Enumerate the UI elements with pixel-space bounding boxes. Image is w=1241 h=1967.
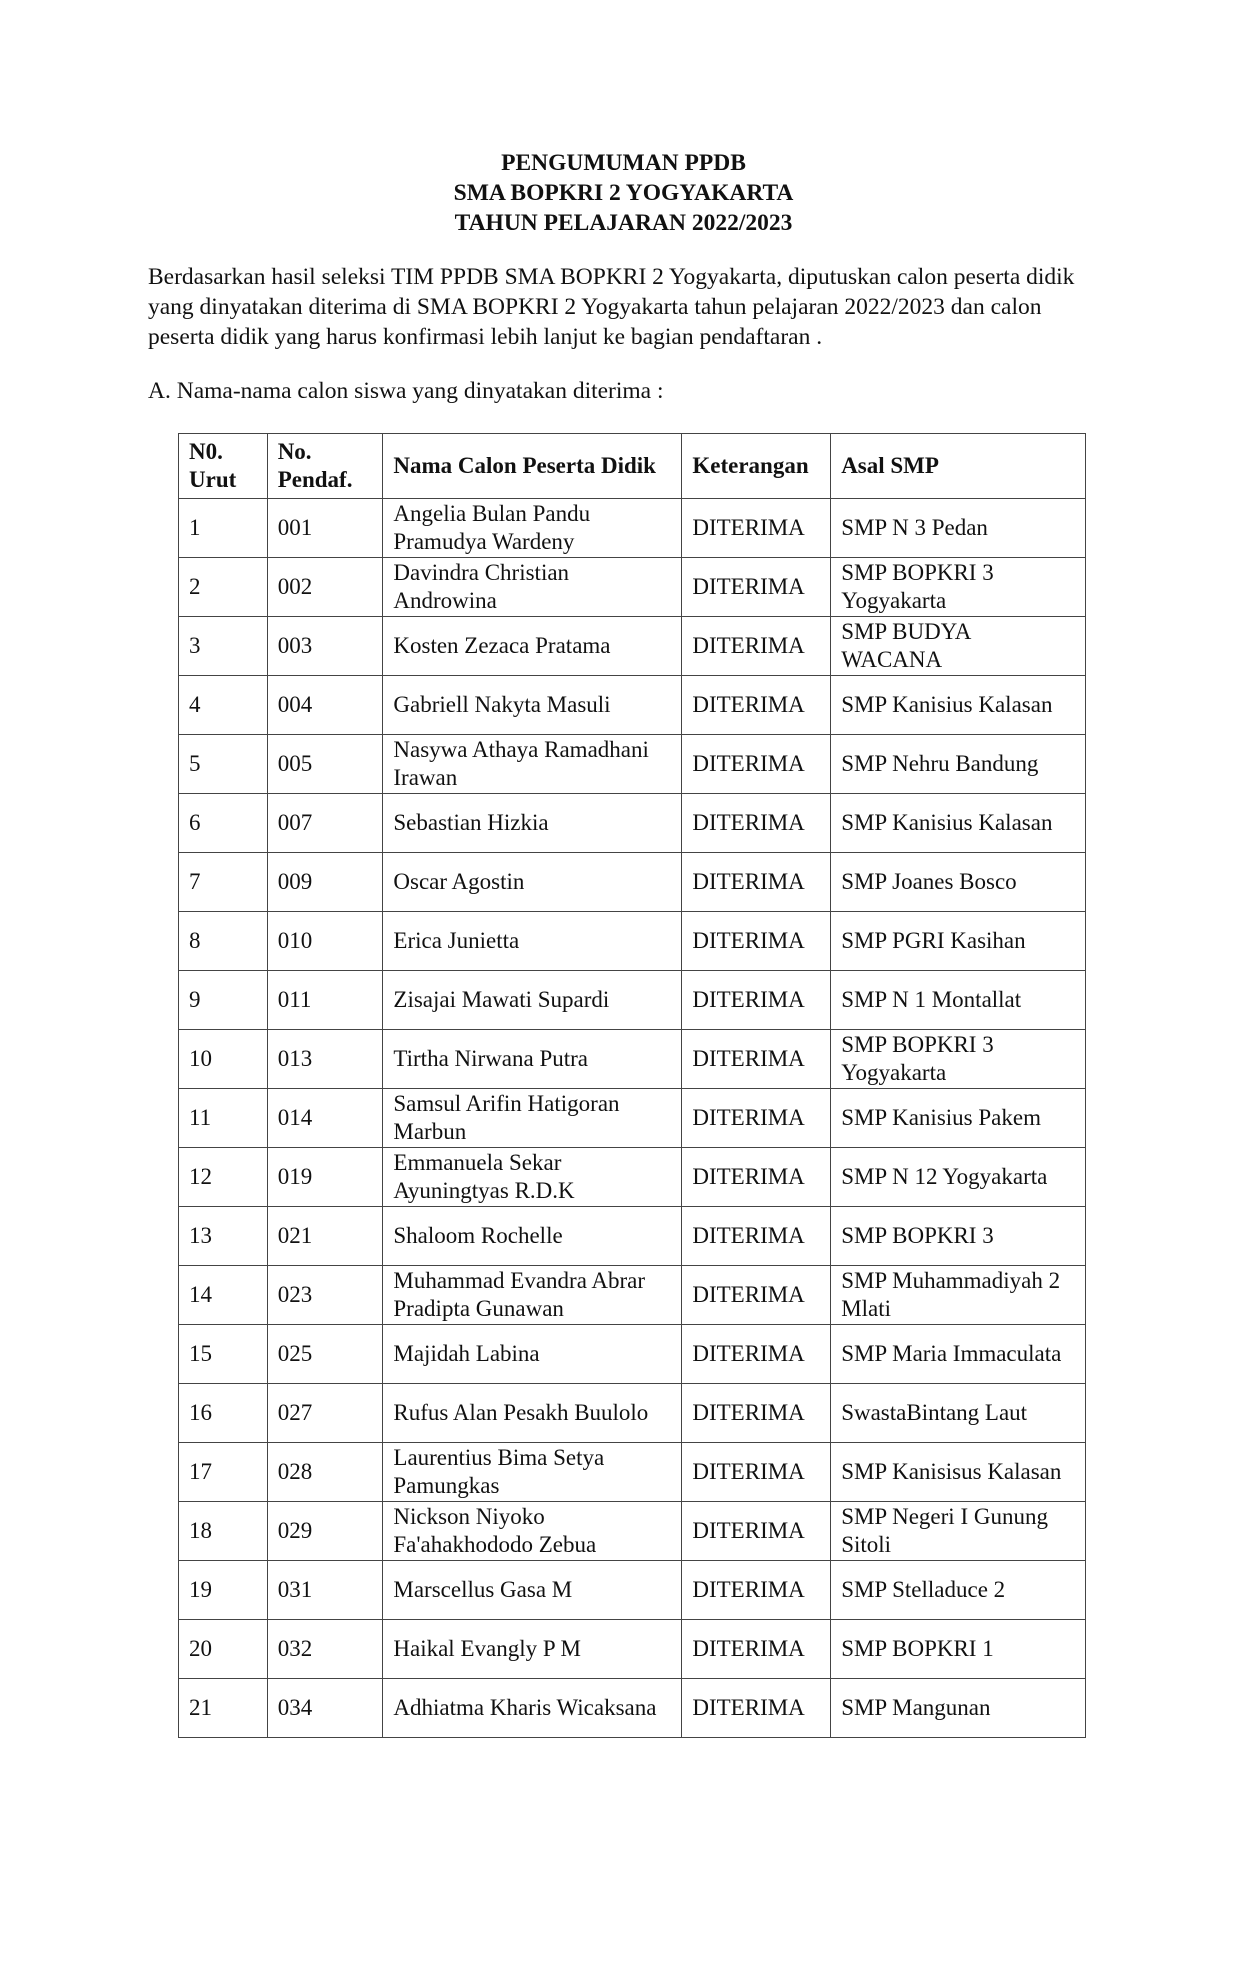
cell-asal-smp: SMP N 3 Pedan [831, 499, 1086, 558]
cell-no-urut: 5 [179, 735, 268, 794]
results-table [178, 433, 1086, 1738]
cell-no-urut: 10 [179, 1030, 268, 1089]
table-row [179, 1207, 1086, 1266]
cell-nama: Laurentius Bima Setya Pamungkas [383, 1443, 682, 1502]
intro-paragraph [148, 262, 1088, 352]
cell-no-pendaf: 011 [267, 971, 383, 1030]
cell-nama: Emmanuela Sekar Ayuningtyas R.D.K [383, 1148, 682, 1207]
cell-asal-smp: SMP Mangunan [831, 1679, 1086, 1738]
cell-no-pendaf: 002 [267, 558, 383, 617]
table-row [179, 499, 1086, 558]
table-row [179, 1266, 1086, 1325]
cell-nama: Nickson Niyoko Fa'ahakhododo Zebua [383, 1502, 682, 1561]
cell-no-urut: 17 [179, 1443, 268, 1502]
cell-no-pendaf: 004 [267, 676, 383, 735]
table-row [179, 1325, 1086, 1384]
cell-no-pendaf: 010 [267, 912, 383, 971]
cell-nama: Zisajai Mawati Supardi [383, 971, 682, 1030]
cell-asal-smp: SMP Nehru Bandung [831, 735, 1086, 794]
cell-asal-smp: SMP BOPKRI 1 [831, 1620, 1086, 1679]
cell-asal-smp: SMP BOPKRI 3 [831, 1207, 1086, 1266]
table-row [179, 676, 1086, 735]
cell-keterangan: DITERIMA [682, 735, 831, 794]
cell-no-pendaf: 034 [267, 1679, 383, 1738]
table-row [179, 1502, 1086, 1561]
cell-asal-smp: SMP Muhammadiyah 2 Mlati [831, 1266, 1086, 1325]
cell-no-urut: 21 [179, 1679, 268, 1738]
cell-nama: Rufus Alan Pesakh Buulolo [383, 1384, 682, 1443]
cell-no-pendaf: 014 [267, 1089, 383, 1148]
header-nama: Nama Calon Peserta Didik [383, 434, 682, 499]
cell-no-pendaf: 027 [267, 1384, 383, 1443]
cell-no-pendaf: 019 [267, 1148, 383, 1207]
title-line-2: SMA BOPKRI 2 YOGYAKARTA [453, 180, 794, 206]
cell-no-pendaf: 005 [267, 735, 383, 794]
cell-nama: Davindra Christian Androwina [383, 558, 682, 617]
cell-no-urut: 15 [179, 1325, 268, 1384]
table-row [179, 1089, 1086, 1148]
cell-keterangan: DITERIMA [682, 1443, 831, 1502]
cell-nama: Sebastian Hizkia [383, 794, 682, 853]
cell-no-urut: 20 [179, 1620, 268, 1679]
cell-keterangan: DITERIMA [682, 1030, 831, 1089]
header-no-pendaf: No. Pendaf. [267, 434, 383, 499]
table-row [179, 735, 1086, 794]
cell-asal-smp: SMP Kanisius Kalasan [831, 676, 1086, 735]
cell-nama: Kosten Zezaca Pratama [383, 617, 682, 676]
cell-no-urut: 7 [179, 853, 268, 912]
header-no-urut: N0. Urut [179, 434, 268, 499]
cell-nama: Erica Junietta [383, 912, 682, 971]
cell-no-pendaf: 031 [267, 1561, 383, 1620]
cell-no-urut: 8 [179, 912, 268, 971]
cell-keterangan: DITERIMA [682, 499, 831, 558]
cell-asal-smp: SMP N 1 Montallat [831, 971, 1086, 1030]
table-row [179, 1384, 1086, 1443]
cell-no-pendaf: 013 [267, 1030, 383, 1089]
cell-keterangan: DITERIMA [682, 971, 831, 1030]
table-body [179, 499, 1086, 1738]
cell-no-pendaf: 032 [267, 1620, 383, 1679]
cell-asal-smp: SMP BOPKRI 3 Yogyakarta [831, 558, 1086, 617]
cell-no-pendaf: 023 [267, 1266, 383, 1325]
table-row [179, 794, 1086, 853]
table-header-row [179, 434, 1086, 499]
cell-nama: Samsul Arifin Hatigoran Marbun [383, 1089, 682, 1148]
cell-asal-smp: SMP PGRI Kasihan [831, 912, 1086, 971]
table-row [179, 617, 1086, 676]
table-row [179, 853, 1086, 912]
cell-nama: Marscellus Gasa M [383, 1561, 682, 1620]
cell-no-pendaf: 007 [267, 794, 383, 853]
cell-asal-smp: SMP BOPKRI 3 Yogyakarta [831, 1030, 1086, 1089]
cell-nama: Tirtha Nirwana Putra [383, 1030, 682, 1089]
cell-no-pendaf: 001 [267, 499, 383, 558]
table-row [179, 1620, 1086, 1679]
cell-asal-smp: SMP Joanes Bosco [831, 853, 1086, 912]
cell-nama: Oscar Agostin [383, 853, 682, 912]
cell-nama: Adhiatma Kharis Wicaksana [383, 1679, 682, 1738]
cell-no-urut: 1 [179, 499, 268, 558]
cell-keterangan: DITERIMA [682, 1679, 831, 1738]
cell-asal-smp: SMP N 12 Yogyakarta [831, 1148, 1086, 1207]
cell-keterangan: DITERIMA [682, 912, 831, 971]
cell-no-urut: 2 [179, 558, 268, 617]
cell-asal-smp: SMP Kanisius Pakem [831, 1089, 1086, 1148]
cell-keterangan: DITERIMA [682, 1620, 831, 1679]
cell-no-urut: 4 [179, 676, 268, 735]
cell-nama: Nasywa Athaya Ramadhani Irawan [383, 735, 682, 794]
cell-no-urut: 14 [179, 1266, 268, 1325]
cell-nama: Shaloom Rochelle [383, 1207, 682, 1266]
cell-no-urut: 6 [179, 794, 268, 853]
title-line-3: TAHUN PELAJARAN 2022/2023 [454, 210, 793, 236]
cell-no-pendaf: 009 [267, 853, 383, 912]
cell-keterangan: DITERIMA [682, 1502, 831, 1561]
cell-keterangan: DITERIMA [682, 1207, 831, 1266]
cell-asal-smp: SMP Kanisisus Kalasan [831, 1443, 1086, 1502]
header-asal-smp: Asal SMP [831, 434, 1086, 499]
cell-keterangan: DITERIMA [682, 558, 831, 617]
cell-keterangan: DITERIMA [682, 1384, 831, 1443]
cell-asal-smp: SMP Negeri I Gunung Sitoli [831, 1502, 1086, 1561]
cell-no-urut: 16 [179, 1384, 268, 1443]
cell-no-urut: 3 [179, 617, 268, 676]
cell-keterangan: DITERIMA [682, 1325, 831, 1384]
cell-nama: Gabriell Nakyta Masuli [383, 676, 682, 735]
document-title [0, 148, 1241, 238]
cell-keterangan: DITERIMA [682, 1089, 831, 1148]
cell-keterangan: DITERIMA [682, 794, 831, 853]
cell-nama: Haikal Evangly P M [383, 1620, 682, 1679]
cell-asal-smp: SwastaBintang Laut [831, 1384, 1086, 1443]
cell-keterangan: DITERIMA [682, 617, 831, 676]
section-a-label: A. Nama-nama calon siswa yang dinyatakan diterima : [148, 378, 664, 404]
table-row [179, 558, 1086, 617]
table-row [179, 912, 1086, 971]
intro-text: Berdasarkan hasil seleksi TIM PPDB SMA BOPKRI 2 Yogyakarta, diputuskan calon peserta didik yang dinyatakan diterima di SMA BOPKRI 2 Yogyakarta tahun pelajaran 2022/2023 dan calon peserta didik yang harus konfirmasi lebih lanjut ke bagian pendaftaran . [148, 264, 1075, 350]
cell-no-pendaf: 003 [267, 617, 383, 676]
cell-no-urut: 19 [179, 1561, 268, 1620]
cell-no-urut: 11 [179, 1089, 268, 1148]
cell-no-pendaf: 025 [267, 1325, 383, 1384]
cell-no-urut: 13 [179, 1207, 268, 1266]
cell-no-pendaf: 028 [267, 1443, 383, 1502]
cell-no-urut: 12 [179, 1148, 268, 1207]
cell-no-urut: 9 [179, 971, 268, 1030]
table-row [179, 1030, 1086, 1089]
table-row [179, 1679, 1086, 1738]
cell-nama: Majidah Labina [383, 1325, 682, 1384]
title-line-1: PENGUMUMAN PPDB [501, 150, 746, 176]
cell-keterangan: DITERIMA [682, 1266, 831, 1325]
cell-asal-smp: SMP BUDYA WACANA [831, 617, 1086, 676]
cell-keterangan: DITERIMA [682, 1561, 831, 1620]
cell-nama: Angelia Bulan Pandu Pramudya Wardeny [383, 499, 682, 558]
table-row [179, 971, 1086, 1030]
cell-keterangan: DITERIMA [682, 676, 831, 735]
table-row [179, 1561, 1086, 1620]
cell-keterangan: DITERIMA [682, 853, 831, 912]
cell-no-urut: 18 [179, 1502, 268, 1561]
table-row [179, 1148, 1086, 1207]
cell-asal-smp: SMP Stelladuce 2 [831, 1561, 1086, 1620]
cell-nama: Muhammad Evandra Abrar Pradipta Gunawan [383, 1266, 682, 1325]
cell-asal-smp: SMP Kanisius Kalasan [831, 794, 1086, 853]
cell-no-pendaf: 029 [267, 1502, 383, 1561]
table-row [179, 1443, 1086, 1502]
header-keterangan: Keterangan [682, 434, 831, 499]
cell-keterangan: DITERIMA [682, 1148, 831, 1207]
cell-no-pendaf: 021 [267, 1207, 383, 1266]
cell-asal-smp: SMP Maria Immaculata [831, 1325, 1086, 1384]
